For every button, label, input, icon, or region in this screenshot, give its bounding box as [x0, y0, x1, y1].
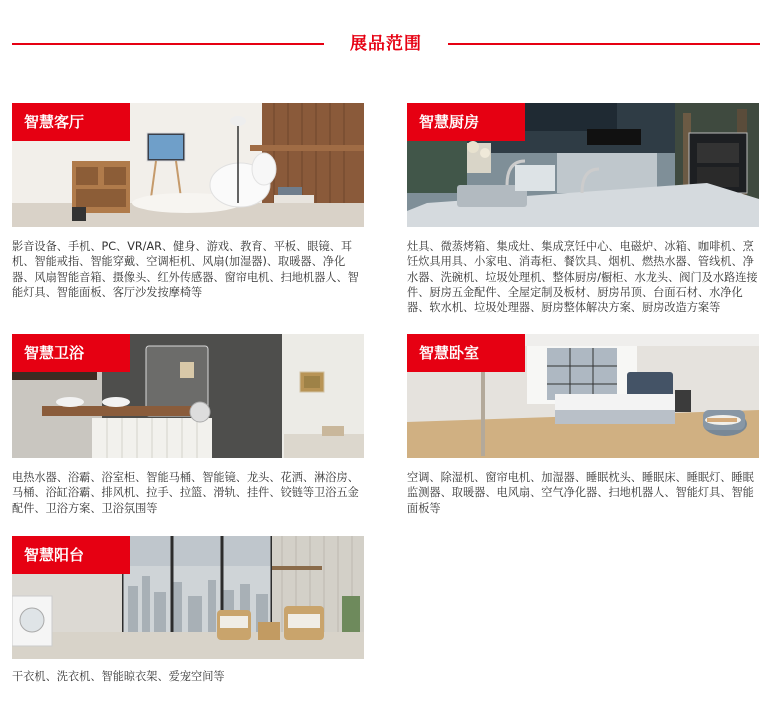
card-tag-balcony: 智慧阳台	[12, 536, 130, 574]
card-description-living-room: 影音设备、手机、PC、VR/AR、健身、游戏、教育、平板、眼镜、耳机、智能戒指、智能穿戴、空调柜机、风扇(加湿器)、取暖器、净化器、风扇智能音箱、摄像头、红外传感器、窗帘电机、扫地机器人、智能灯具、智能面板、客厅沙发按摩椅等	[12, 240, 359, 299]
card-description-bathroom: 电热水器、浴霸、浴室柜、智能马桶、智能镜、龙头、花洒、淋浴房、马桶、浴缸浴霸、排风机、拉手、拉篮、滑轨、挂件、铰链等卫浴五金配件、卫浴方案、卫浴氛围等	[12, 471, 359, 515]
card-description-bedroom: 空调、除湿机、窗帘电机、加湿器、睡眠枕头、睡眠床、睡眠灯、睡眠监测器、取暖器、电风扇、空气净化器、扫地机器人、智能灯具、智能面板等	[407, 471, 754, 515]
header-divider-right	[448, 43, 760, 45]
section-title: 展品范围	[350, 34, 422, 54]
card-description-kitchen: 灶具、微蒸烤箱、集成灶、集成烹饪中心、电磁炉、冰箱、咖啡机、烹饪炊具用具、小家电、消毒柜、餐饮具、烟机、燃热水器、管线机、净水器、洗碗机、垃圾处理机、整体厨房/橱柜、水龙头、阀门及水路连接件、厨房五金配件、全屋定制及板材、厨房吊顶、台面石材、水净化器、软水机、垃圾处理器、厨房整体解决方案、厨房改造方案等	[407, 240, 758, 315]
header-divider-left	[12, 43, 324, 45]
card-tag-bedroom: 智慧卧室	[407, 334, 525, 372]
card-tag-bathroom: 智慧卫浴	[12, 334, 130, 372]
section-header	[0, 30, 770, 58]
card-tag-living-room: 智慧客厅	[12, 103, 130, 141]
card-tag-kitchen: 智慧厨房	[407, 103, 525, 141]
card-description-balcony: 干衣机、洗衣机、智能晾衣架、爱宠空间等	[12, 670, 225, 683]
